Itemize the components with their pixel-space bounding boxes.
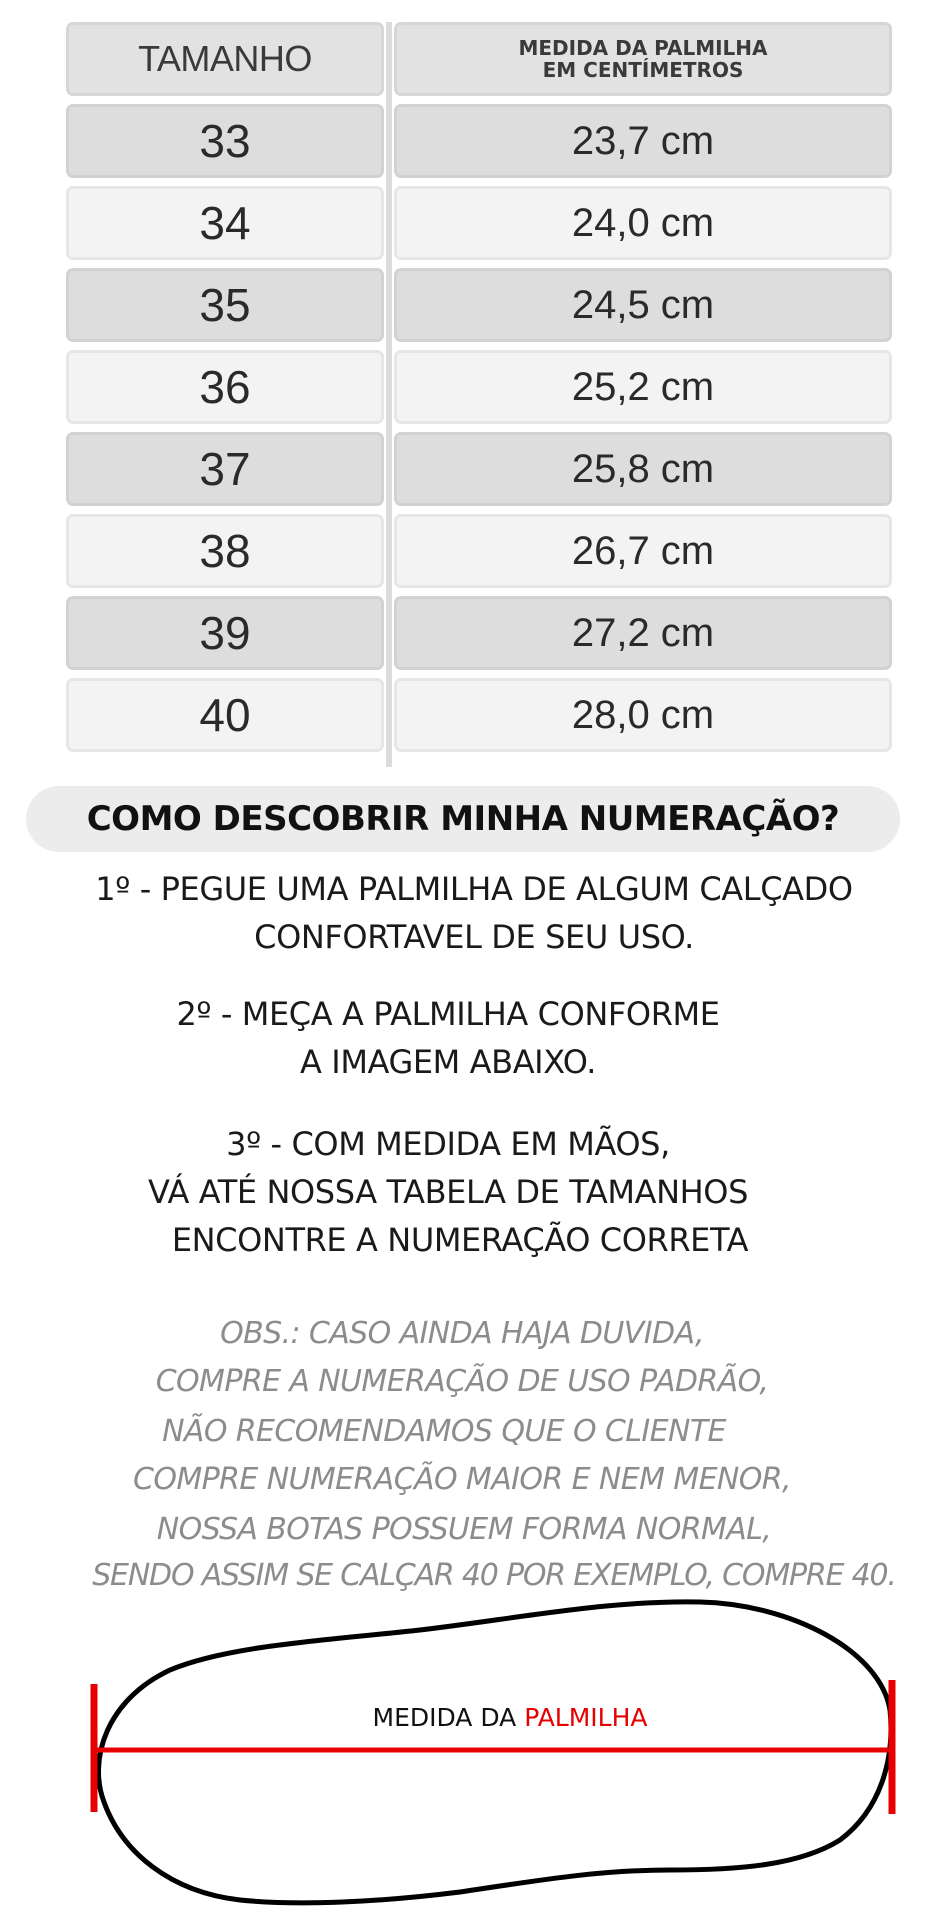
question-banner: COMO DESCOBRIR MINHA NUMERAÇÃO? <box>26 786 900 852</box>
measure-value: 25,8 cm <box>571 446 715 491</box>
header-measure-label <box>518 37 767 81</box>
step3-line2: VÁ ATÉ NOSSA TABELA DE TAMANHOS <box>148 1173 748 1211</box>
header-size-cell <box>66 22 384 96</box>
table-row <box>66 350 892 428</box>
obs-line4: COMPRE NUMERAÇÃO MAIOR E NEM MENOR, <box>133 1462 791 1497</box>
table-row <box>66 514 892 592</box>
measure-value: 25,2 cm <box>571 364 715 409</box>
size-value: 37 <box>199 443 251 495</box>
measure-value: 26,7 cm <box>571 528 715 573</box>
table-row <box>66 678 892 756</box>
header-measure-line2: EM CENTÍMETROS <box>542 58 744 82</box>
measure-cell <box>394 104 892 178</box>
size-cell <box>66 432 384 506</box>
insole-diagram <box>0 1590 948 1910</box>
obs-line2: COMPRE A NUMERAÇÃO DE USO PADRÃO, <box>155 1364 769 1399</box>
obs-line1: OBS.: CASO AINDA HAJA DUVIDA, <box>220 1316 704 1351</box>
measure-cell <box>394 186 892 260</box>
measure-value: 28,0 cm <box>571 692 715 737</box>
header-measure-line1: MEDIDA DA PALMILHA <box>518 36 768 60</box>
table-header-row <box>66 22 892 100</box>
size-value: 33 <box>199 115 251 167</box>
measure-value: 24,5 cm <box>571 282 715 327</box>
size-value: 38 <box>199 525 251 577</box>
measure-value: 24,0 cm <box>571 200 715 245</box>
measure-cell <box>394 514 892 588</box>
measure-cell <box>394 350 892 424</box>
size-value: 40 <box>199 689 251 741</box>
measure-cell <box>394 432 892 506</box>
measure-cell <box>394 678 892 752</box>
step3-line3: ENCONTRE A NUMERAÇÃO CORRETA <box>171 1221 749 1259</box>
header-size-label: TAMANHO <box>138 38 312 79</box>
insole-label-black: MEDIDA DA <box>372 1703 525 1732</box>
size-cell <box>66 186 384 260</box>
measure-cell <box>394 268 892 342</box>
size-value: 36 <box>199 361 251 413</box>
size-table <box>66 22 892 760</box>
table-row <box>66 186 892 264</box>
step1-line1: 1º - PEGUE UMA PALMILHA DE ALGUM CALÇADO <box>95 870 853 908</box>
header-measure-cell <box>394 22 892 96</box>
measure-value: 23,7 cm <box>571 118 715 163</box>
measure-value: 27,2 cm <box>571 610 715 655</box>
step2-line2: A IMAGEM ABAIXO. <box>300 1043 596 1081</box>
step1-line2: CONFORTAVEL DE SEU USO. <box>254 918 694 956</box>
table-row <box>66 596 892 674</box>
size-cell <box>66 268 384 342</box>
step3-line1: 3º - COM MEDIDA EM MÃOS, <box>226 1125 670 1163</box>
obs-line5: NOSSA BOTAS POSSUEM FORMA NORMAL, <box>156 1512 772 1547</box>
size-cell <box>66 104 384 178</box>
size-value: 39 <box>199 607 251 659</box>
size-value: 35 <box>199 279 251 331</box>
step2-line1: 2º - MEÇA A PALMILHA CONFORME <box>176 995 720 1033</box>
insole-label-red: PALMILHA <box>524 1703 648 1732</box>
size-cell <box>66 678 384 752</box>
table-row <box>66 104 892 182</box>
size-cell <box>66 596 384 670</box>
obs-line3: NÃO RECOMENDAMOS QUE O CLIENTE <box>162 1414 726 1449</box>
size-value: 34 <box>199 197 251 249</box>
size-cell <box>66 350 384 424</box>
measure-cell <box>394 596 892 670</box>
obs-line6: SENDO ASSIM SE CALÇAR 40 POR EXEMPLO, COMPRE 40. <box>92 1558 896 1593</box>
size-cell <box>66 514 384 588</box>
table-row <box>66 268 892 346</box>
table-row <box>66 432 892 510</box>
insole-measure-label <box>373 1703 648 1732</box>
